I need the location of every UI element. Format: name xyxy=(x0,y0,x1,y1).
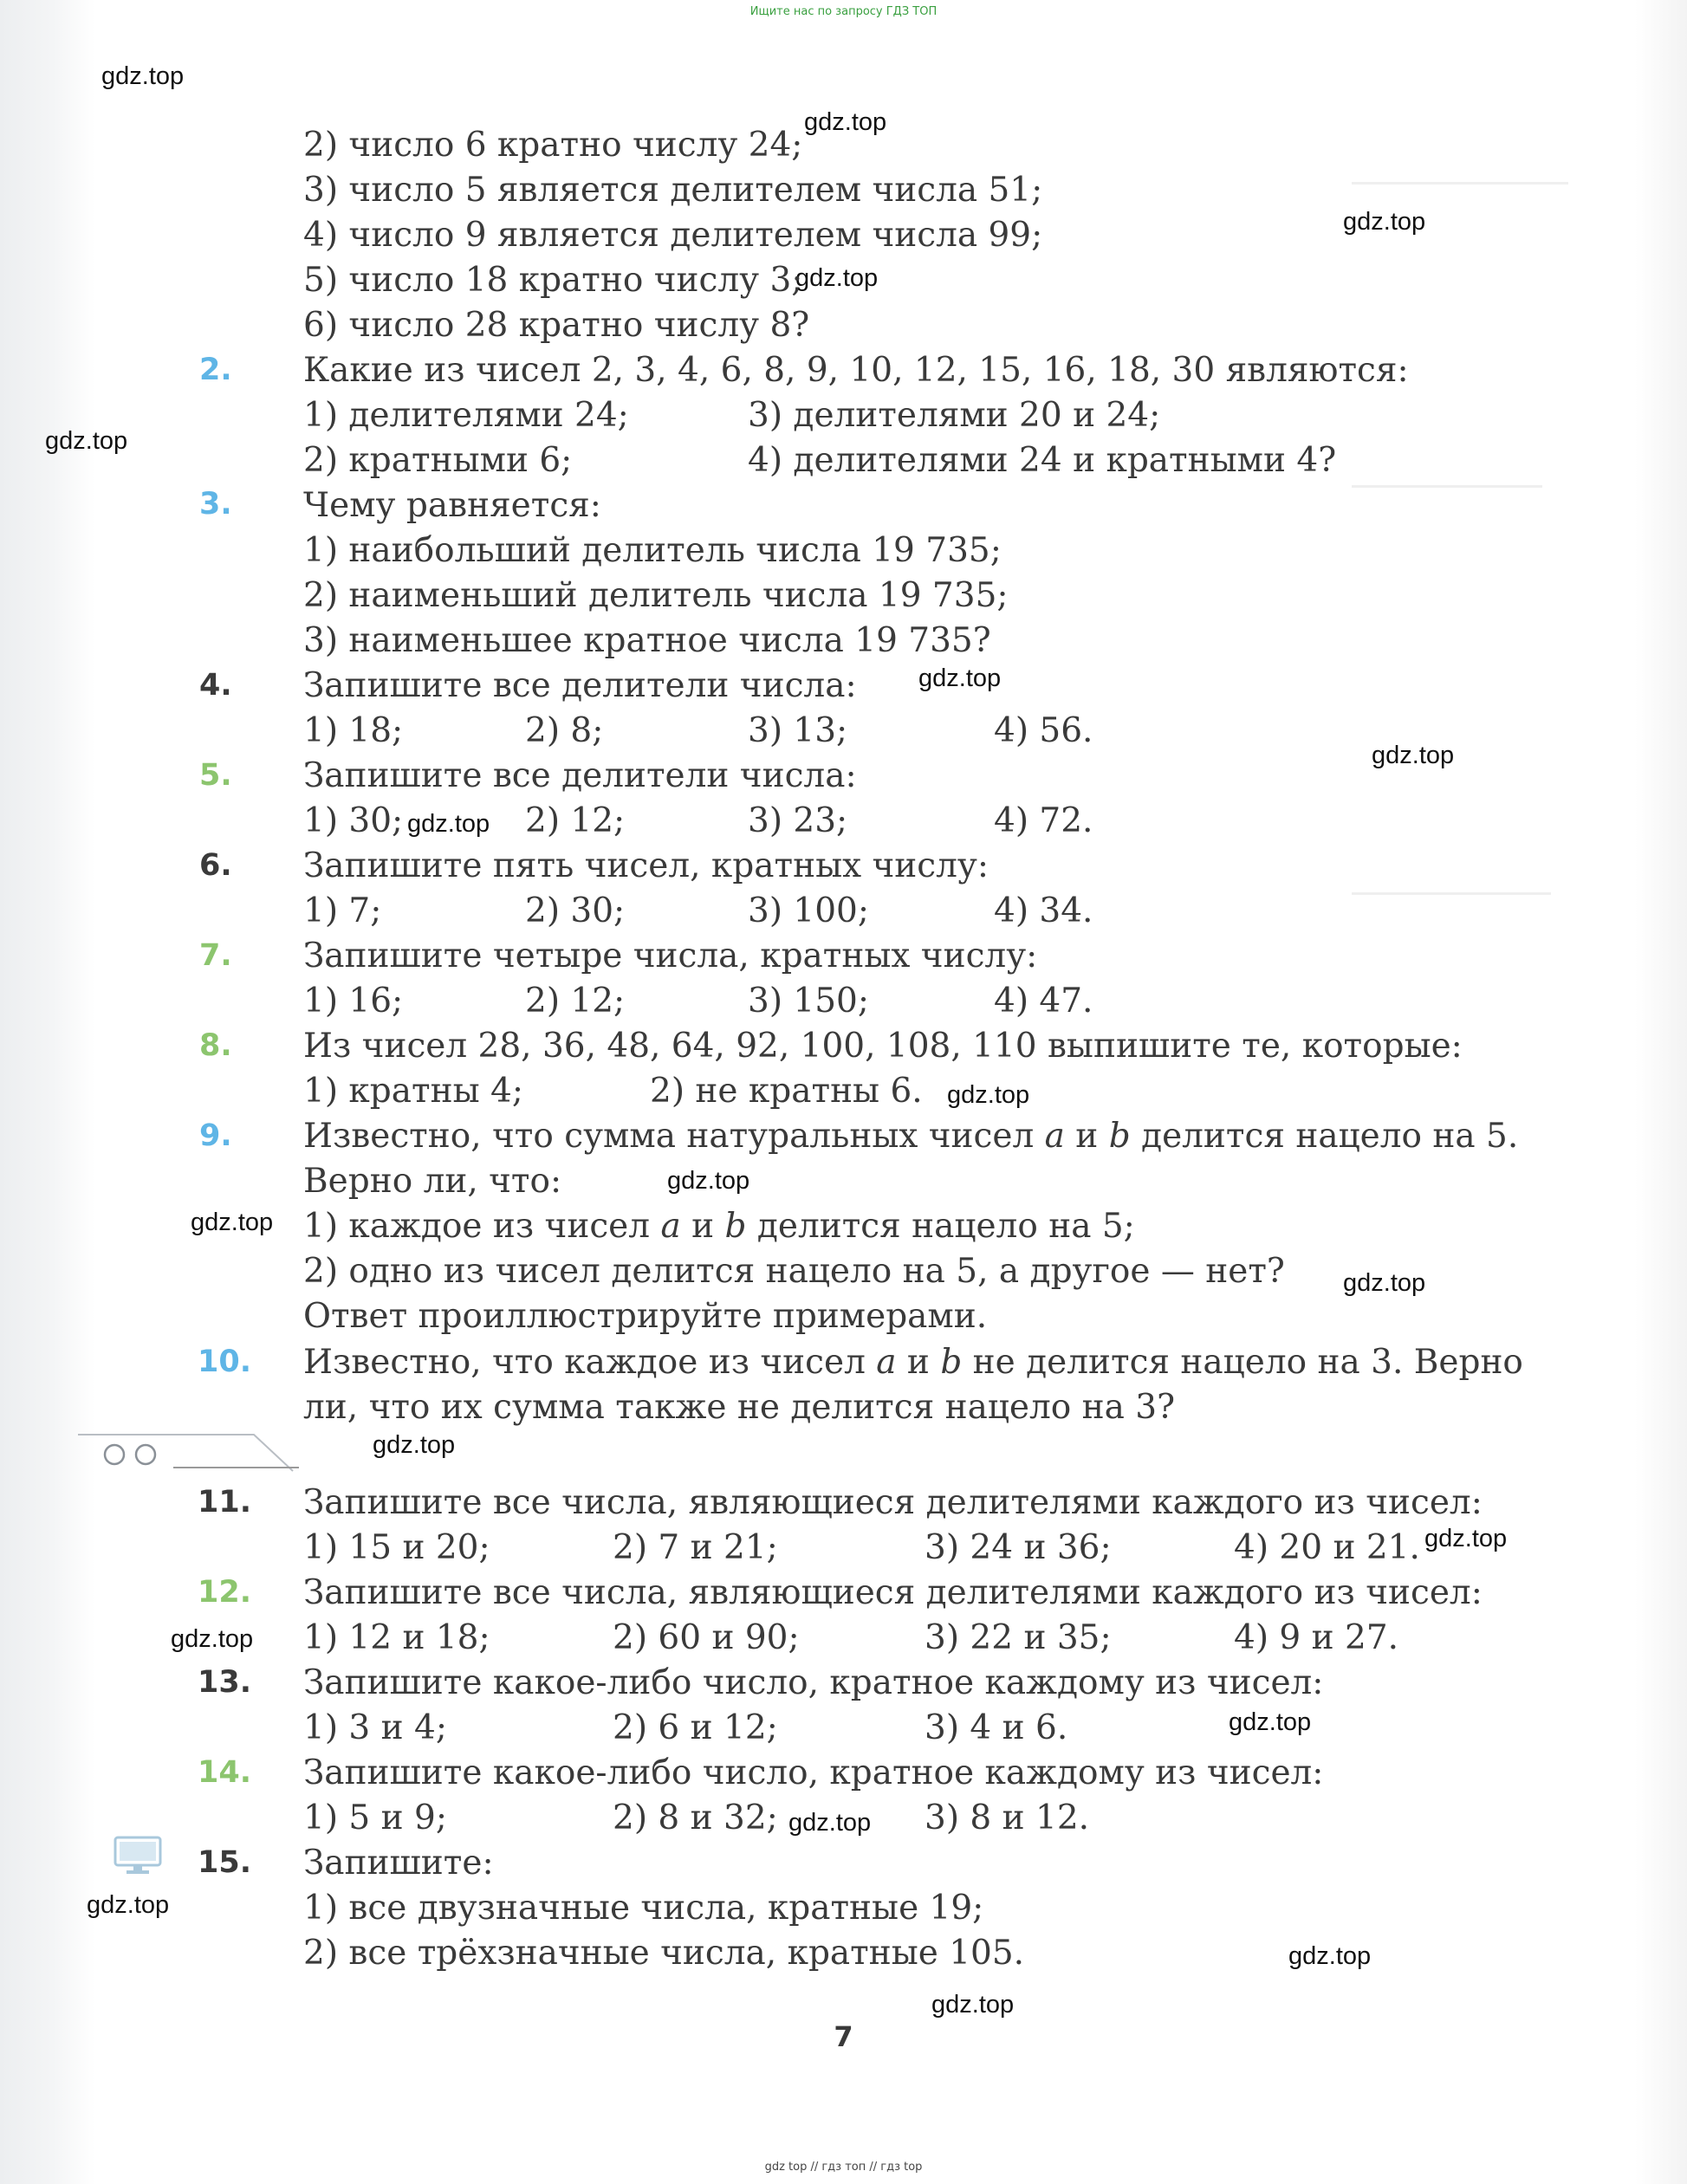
watermark: gdz.top xyxy=(1229,1708,1312,1736)
watermark: gdz.top xyxy=(667,1167,750,1195)
exercise-1-item: 5) число 18 кратно числу 3; xyxy=(303,261,803,300)
difficulty-divider-icon xyxy=(76,1429,302,1478)
bottom-banner[interactable]: gdz top // гдз топ // гдз top xyxy=(764,2161,923,2174)
variable-a: a xyxy=(660,1207,681,1246)
option: 1) 12 и 18; xyxy=(303,1618,490,1657)
option: 1) 30; xyxy=(303,801,404,840)
option: 2) 7 и 21; xyxy=(613,1528,778,1567)
exercise-line: 2) наименьший делитель числа 19 735; xyxy=(303,576,1009,615)
variable-a: a xyxy=(876,1343,897,1382)
option: 2) 8; xyxy=(525,711,604,750)
computer-monitor-icon xyxy=(113,1835,163,1876)
exercise-text: Запишите: xyxy=(303,1844,494,1883)
exercise-options-row xyxy=(303,711,1603,750)
variable-b: b xyxy=(1108,1117,1131,1156)
option: 1) 3 и 4; xyxy=(303,1708,447,1747)
page-edge-shadow xyxy=(0,0,95,2184)
page-number: 7 xyxy=(834,2020,853,2053)
exercise-options-row xyxy=(303,801,1603,840)
exercise-1-item: 4) число 9 является делителем числа 99; xyxy=(303,216,1043,255)
watermark: gdz.top xyxy=(373,1431,456,1459)
watermark: gdz.top xyxy=(171,1625,254,1653)
option: 4) делителями 24 и кратными 4? xyxy=(748,441,1337,480)
variable-b: b xyxy=(940,1343,963,1382)
exercise-line: Ответ проиллюстрируйте примерами. xyxy=(303,1297,988,1336)
bleed-through-line xyxy=(1352,182,1568,185)
option: 2) не кратны 6. xyxy=(650,1072,923,1111)
option: 1) кратны 4; xyxy=(303,1072,523,1111)
exercise-text: Чему равняется: xyxy=(303,486,601,525)
exercise-options-row xyxy=(303,1798,1603,1837)
option: 3) 13; xyxy=(748,711,848,750)
exercise-options-row xyxy=(303,1528,1603,1567)
exercise-text: Запишите все делители числа: xyxy=(303,666,857,705)
watermark: gdz.top xyxy=(45,427,128,455)
option: 2) 12; xyxy=(525,982,626,1021)
exercise-line: 1) каждое из чисел a и b делится нацело на 5; xyxy=(303,1207,1135,1246)
exercise-text: Запишите все числа, являющиеся делителями каждого из чисел: xyxy=(303,1483,1483,1522)
option: 4) 34. xyxy=(994,891,1093,930)
option: 3) 23; xyxy=(748,801,848,840)
watermark: gdz.top xyxy=(788,1809,872,1837)
watermark: gdz.top xyxy=(1343,1269,1426,1297)
option: 2) 8 и 32; xyxy=(613,1798,778,1837)
exercise-line: Известно, что сумма натуральных чисел a и b делится нацело на 5. xyxy=(303,1117,1519,1156)
watermark: gdz.top xyxy=(1372,742,1455,769)
exercise-text: Запишите четыре числа, кратных числу: xyxy=(303,936,1038,975)
exercise-text: Запишите пять чисел, кратных числу: xyxy=(303,846,989,885)
option: 4) 56. xyxy=(994,711,1093,750)
exercise-1-item: 3) число 5 является делителем числа 51; xyxy=(303,171,1043,210)
exercise-options-row xyxy=(303,1708,1603,1747)
exercise-number: 9. xyxy=(199,1118,232,1153)
exercise-number: 6. xyxy=(199,848,232,883)
option: 4) 47. xyxy=(994,982,1093,1021)
exercise-number: 10. xyxy=(198,1345,252,1379)
variable-b: b xyxy=(724,1207,747,1246)
option: 2) 30; xyxy=(525,891,626,930)
bleed-through-line xyxy=(1352,485,1542,488)
exercise-number: 11. xyxy=(198,1485,252,1520)
watermark: gdz.top xyxy=(191,1209,274,1236)
option: 1) 5 и 9; xyxy=(303,1798,447,1837)
exercise-number: 3. xyxy=(199,487,232,522)
top-banner[interactable]: Ищите нас по запросу ГДЗ ТОП xyxy=(749,5,938,18)
option: 3) 150; xyxy=(748,982,870,1021)
exercise-text: Какие из чисел 2, 3, 4, 6, 8, 9, 10, 12, 15, 16, 18, 30 являются: xyxy=(303,351,1409,390)
exercise-number: 13. xyxy=(198,1665,252,1700)
exercise-line: Верно ли, что: xyxy=(303,1162,562,1201)
exercise-line: 2) все трёхзначные числа, кратные 105. xyxy=(303,1934,1025,1973)
divider-rule xyxy=(173,1467,299,1468)
exercise-1-item: 2) число 6 кратно числу 24; xyxy=(303,126,803,165)
option: 3) делителями 20 и 24; xyxy=(748,396,1161,435)
exercise-line: ли, что их сумма также не делится нацело на 3? xyxy=(303,1388,1176,1427)
exercise-1-item: 6) число 28 кратно числу 8? xyxy=(303,306,810,345)
exercise-options-row xyxy=(303,891,1603,930)
exercise-number: 5. xyxy=(199,758,232,793)
option: 3) 4 и 6. xyxy=(925,1708,1068,1747)
option: 4) 20 и 21. xyxy=(1234,1528,1420,1567)
watermark: gdz.top xyxy=(407,810,490,838)
exercise-line: 2) одно из чисел делится нацело на 5, а другое — нет? xyxy=(303,1252,1285,1291)
variable-a: a xyxy=(1044,1117,1065,1156)
option: 1) 16; xyxy=(303,982,404,1021)
watermark: gdz.top xyxy=(947,1081,1030,1109)
exercise-text: Запишите какое-либо число, кратное каждому из чисел: xyxy=(303,1663,1324,1702)
exercise-text: Запишите все делители числа: xyxy=(303,756,857,795)
watermark: gdz.top xyxy=(918,664,1002,692)
watermark: gdz.top xyxy=(795,264,879,292)
exercise-number: 7. xyxy=(199,938,232,973)
watermark: gdz.top xyxy=(931,1991,1015,2019)
exercise-text: Из чисел 28, 36, 48, 64, 92, 100, 108, 110 выпишите те, которые: xyxy=(303,1027,1463,1066)
option: 2) 60 и 90; xyxy=(613,1618,800,1657)
exercise-line: 1) все двузначные числа, кратные 19; xyxy=(303,1889,984,1928)
exercise-number: 12. xyxy=(198,1575,252,1610)
exercise-options-row xyxy=(303,441,1603,480)
option: 2) 12; xyxy=(525,801,626,840)
exercise-line: 3) наименьшее кратное числа 19 735? xyxy=(303,621,991,660)
watermark: gdz.top xyxy=(1288,1942,1372,1970)
option: 1) 7; xyxy=(303,891,382,930)
option: 2) кратными 6; xyxy=(303,441,573,480)
exercise-line: 1) наибольший делитель числа 19 735; xyxy=(303,531,1002,570)
exercise-line: Известно, что каждое из чисел a и b не делится нацело на 3. Верно xyxy=(303,1343,1523,1382)
page-edge-shadow-right xyxy=(1635,0,1687,2184)
option: 2) 6 и 12; xyxy=(613,1708,778,1747)
option: 3) 24 и 36; xyxy=(925,1528,1112,1567)
option: 1) 18; xyxy=(303,711,404,750)
option: 1) делителями 24; xyxy=(303,396,629,435)
exercise-number: 14. xyxy=(198,1755,252,1790)
exercise-options-row xyxy=(303,1618,1603,1657)
option: 3) 100; xyxy=(748,891,870,930)
exercise-text: Запишите какое-либо число, кратное каждому из чисел: xyxy=(303,1753,1324,1792)
exercise-number: 2. xyxy=(199,353,232,387)
exercise-number: 15. xyxy=(198,1845,252,1880)
exercise-options-row xyxy=(303,1074,1603,1109)
watermark: gdz.top xyxy=(101,62,185,90)
exercise-number: 4. xyxy=(199,668,232,703)
option: 4) 72. xyxy=(994,801,1093,840)
option: 4) 9 и 27. xyxy=(1234,1618,1399,1657)
watermark: gdz.top xyxy=(1343,208,1426,236)
option: 1) 15 и 20; xyxy=(303,1528,490,1567)
exercise-text: Запишите все числа, являющиеся делителями каждого из чисел: xyxy=(303,1573,1483,1612)
option: 3) 8 и 12. xyxy=(925,1798,1090,1837)
watermark: gdz.top xyxy=(87,1891,170,1919)
exercise-number: 8. xyxy=(199,1028,232,1063)
option: 3) 22 и 35; xyxy=(925,1618,1112,1657)
exercise-options-row xyxy=(303,396,1603,435)
exercise-options-row xyxy=(303,984,1603,1019)
watermark: gdz.top xyxy=(804,108,887,136)
watermark: gdz.top xyxy=(1424,1525,1508,1552)
